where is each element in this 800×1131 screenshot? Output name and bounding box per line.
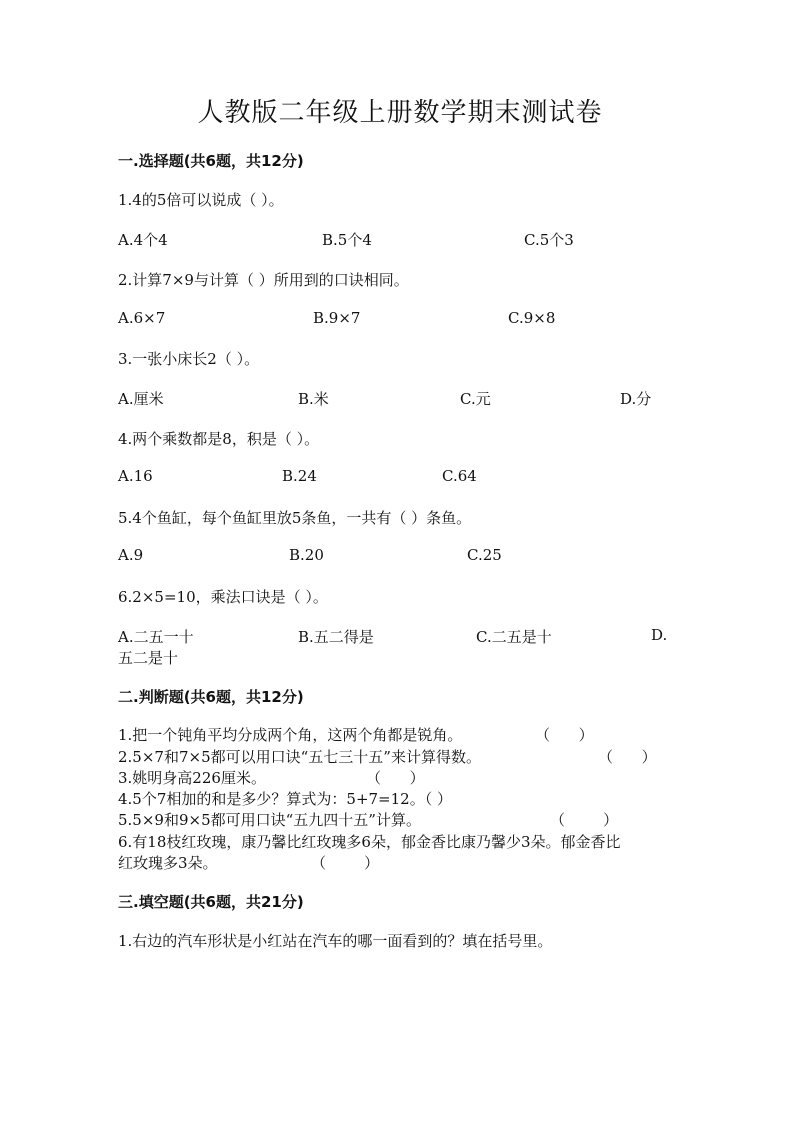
judge-item-6 xyxy=(118,831,621,852)
question-1: 1.4的5倍可以说成（ ）。 xyxy=(118,191,284,209)
option-5a: A.9 xyxy=(118,546,144,564)
section-heading-choice: 一.选择题(共6题，共12分) xyxy=(118,152,304,170)
option-3a: A.厘米 xyxy=(118,390,164,408)
answer-blank: （ ） xyxy=(535,726,594,744)
judge-item-text: 红玫瑰多3朵。 xyxy=(118,854,218,872)
judge-item-6-cont xyxy=(118,852,380,873)
option-3d: D.分 xyxy=(620,390,652,408)
option-3c: C.元 xyxy=(460,390,491,408)
judge-item-5 xyxy=(118,809,619,830)
option-6a: A.二五一十 xyxy=(118,628,194,646)
question-3: 3.一张小床长2（ ）。 xyxy=(118,350,260,368)
option-2a: A.6×7 xyxy=(118,309,166,327)
judge-item-3 xyxy=(118,767,425,788)
option-6b: B.五二得是 xyxy=(298,628,374,646)
judge-item-4 xyxy=(118,788,452,809)
answer-blank: （ ） xyxy=(366,769,425,787)
section-heading-judge: 二.判断题(共6题，共12分) xyxy=(118,688,304,706)
answer-blank: （ ） xyxy=(311,854,380,872)
fill-question-1: 1.右边的汽车形状是小红站在汽车的哪一面看到的？填在括号里。 xyxy=(118,932,553,950)
question-4: 4.两个乘数都是8，积是（ ）。 xyxy=(118,430,320,448)
question-2: 2.计算7×9与计算（ ）所用到的口诀相同。 xyxy=(118,271,409,289)
option-5b: B.20 xyxy=(289,546,324,564)
option-3b: B.米 xyxy=(298,390,329,408)
answer-blank: （ ） xyxy=(598,748,657,766)
question-5: 5.4个鱼缸，每个鱼缸里放5条鱼，一共有（ ）条鱼。 xyxy=(118,509,472,527)
judge-item-text: 2.5×7和7×5都可以用口诀“五七三十五”来计算得数。 xyxy=(118,748,481,766)
judge-item-2 xyxy=(118,746,657,767)
option-6c: C.二五是十 xyxy=(476,628,552,646)
option-1a: A.4个4 xyxy=(118,231,168,249)
judge-item-text: 5.5×9和9×5都可用口诀“五九四十五”计算。 xyxy=(118,811,421,829)
option-2c: C.9×8 xyxy=(508,309,556,327)
question-6: 6.2×5=10，乘法口诀是（ ）。 xyxy=(118,588,328,606)
option-1c: C.5个3 xyxy=(524,231,574,249)
option-2b: B.9×7 xyxy=(313,309,361,327)
judge-item-text: 6.有18枝红玫瑰，康乃馨比红玫瑰多6朵，郁金香比康乃馨少3朵。郁金香比 xyxy=(118,833,621,851)
judge-item-text: 1.把一个钝角平均分成两个角，这两个角都是锐角。 xyxy=(118,726,463,744)
judge-item-text: 4.5个7相加的和是多少？算式为：5+7=12。（ ） xyxy=(118,790,452,808)
option-4b: B.24 xyxy=(282,467,317,485)
option-5c: C.25 xyxy=(467,546,502,564)
option-1b: B.5个4 xyxy=(322,231,372,249)
option-4c: C.64 xyxy=(442,467,477,485)
option-6d: D. xyxy=(651,626,668,644)
judge-item-1 xyxy=(118,724,594,745)
answer-blank: （ ） xyxy=(550,811,619,829)
option-4a: A.16 xyxy=(118,467,153,485)
section-heading-fill: 三.填空题(共6题，共21分) xyxy=(118,893,304,911)
judge-item-text: 3.姚明身高226厘米。 xyxy=(118,769,266,787)
option-6d-text: 五二是十 xyxy=(118,649,179,667)
exam-title: 人教版二年级上册数学期末测试卷 xyxy=(197,98,603,128)
